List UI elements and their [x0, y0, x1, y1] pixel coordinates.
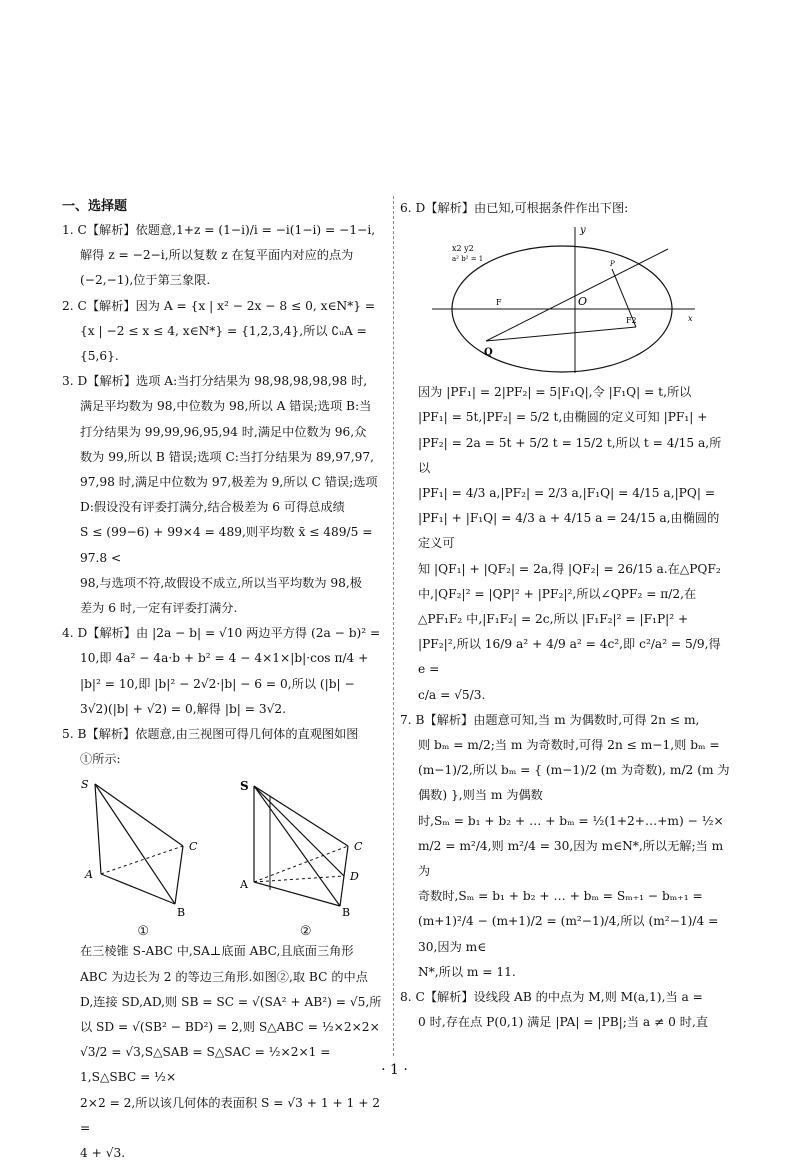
q6-line: 因为 |PF₁| = 2|PF₂| = 5|F₁Q|,令 |F₁Q| = t,所以: [418, 385, 692, 400]
page-number: · 1 ·: [381, 1062, 408, 1078]
focus-f2-label: F2: [626, 316, 637, 326]
q3-line: 数为 99,所以 B 错误;选项 C:当打分结果为 89,97,97,: [80, 449, 375, 464]
question-4: [62, 621, 387, 722]
q6-line: c/a = √5/3.: [418, 687, 486, 702]
q1-line: (−2,−1),位于第三象限.: [80, 273, 211, 288]
figure-1: [73, 778, 213, 918]
q6-line: |PF₂|²,所以 16/9 a² + 4/9 a² = 4c²,即 c²/a² = 5/9,得 e =: [418, 637, 721, 677]
q5-line: 2×2 = 2,所以该几何体的表面积 S = √3 + 1 + 1 + 2 =: [80, 1095, 381, 1135]
fig1-label-c: C: [189, 840, 198, 854]
q7-line: 时,Sₘ = b₁ + b₂ + … + bₘ = ½(1+2+…+m) − ½×: [418, 813, 724, 828]
q6-line: 知 |QF₁| + |QF₂| = 2a,得 |QF₂| = 26/15 a.在△PQF₂: [418, 561, 721, 576]
q5-line: ①所示:: [80, 752, 121, 767]
fig2-label-b: B: [341, 906, 350, 919]
q3-line: 98,与选项不符,故假设不成立,所以当平均数为 98,极: [80, 575, 362, 590]
q3-line: 97,98 时,满足中位数为 97,极差为 9,所以 C 错误;选项: [80, 475, 378, 490]
q6-line: |PF₂| = 2a = 5t + 5/2 t = 15/2 t,所以 t = 4/15 a,所以: [418, 435, 722, 475]
figure-1-caption: ①: [137, 924, 150, 940]
q3-line: 打分结果为 99,99,96,95,94 时,满足中位数为 96,众: [80, 424, 367, 439]
fig2-label-c: C: [353, 840, 363, 854]
ellipse-equation-top: x2 y2: [452, 244, 474, 254]
q6-line: |PF₁| + |F₁Q| = 4/3 a + 4/15 a = 24/15 a,由椭圆的定义可: [418, 511, 720, 551]
q7-line: m/2 = m²/4,则 m²/4 = 30,因为 m∈N*,所以无解;当 m 为: [418, 838, 724, 879]
q6-line: 6. D【解析】由已知,可根据条件作出下图:: [400, 201, 629, 215]
q6-line: 中,|QF₂|² = |QP|² + |PF₂|²,所以∠QPF₂ = π/2,在: [418, 586, 697, 601]
q3-line: 3. D【解析】选项 A:当打分结果为 98,98,98,98,98 时,: [62, 374, 368, 389]
fig1-label-a: A: [85, 868, 94, 882]
question-6-continued: [400, 380, 730, 708]
figures-row: [62, 778, 387, 918]
point-q-label: Q: [484, 347, 493, 359]
q6-line: |PF₁| = 4/3 a,|PF₂| = 2/3 a,|F₁Q| = 4/15 a,|PQ| =: [418, 486, 716, 501]
fig1-label-b: B: [177, 906, 186, 919]
q1-line: 1. C【解析】依题意,1+z = (1−i)/i = −i(1−i) = −1−i,: [62, 223, 376, 237]
question-7: [400, 708, 730, 985]
question-3: [62, 369, 387, 621]
section-title: 一、选择题: [62, 199, 128, 214]
q5-line: 4 + √3.: [80, 1146, 126, 1161]
q3-line: S ≤ (99−6) + 99×4 = 489,则平均数 x̄ ≤ 489/5 = 97.8 <: [80, 525, 373, 565]
q8-line: 0 时,存在点 P(0,1) 满足 |PA| = |PB|;当 a ≠ 0 时,直: [418, 1015, 709, 1030]
fig2-label-s: S: [239, 779, 249, 794]
q7-line: 奇数时,Sₘ = b₁ + b₂ + … + bₘ = Sₘ₊₁ − bₘ₊₁ =: [418, 889, 703, 904]
q5-line: 在三棱锥 S-ABC 中,SA⊥底面 ABC,且底面三角形: [80, 944, 354, 959]
q4-line: |b|² = 10,即 |b|² − 2√2·|b| − 6 = 0,所以 (|b| −: [80, 676, 355, 691]
left-column: [62, 196, 387, 1166]
q4-line: 10,即 4a² − 4a·b + b² = 4 − 4×1×|b|·cos π/4 +: [80, 651, 369, 666]
point-p-label: P: [610, 260, 615, 269]
q3-line: 差为 6 时,一定有评委打满分.: [80, 601, 238, 616]
q7-line: 则 bₘ = m/2;当 m 为奇数时,可得 2n ≤ m−1,则 bₘ =: [418, 738, 720, 753]
q7-line: N*,所以 m = 11.: [418, 964, 516, 979]
q3-line: 满足平均数为 98,中位数为 98,所以 A 错误;选项 B:当: [80, 399, 372, 414]
x-axis-label: x: [688, 314, 693, 324]
origin-label: O: [578, 295, 588, 309]
fig2-label-d: D: [349, 870, 359, 884]
q1-line: 解得 z = −2−i,所以复数 z 在复平面内对应的点为: [80, 248, 354, 263]
ellipse-figure: [400, 221, 700, 376]
question-5: [62, 722, 387, 772]
q4-line: 3√2)(|b| + √2) = 0,解得 |b| = 3√2.: [80, 701, 286, 716]
focus-f1-label: F: [496, 298, 502, 308]
question-2: [62, 294, 387, 370]
q8-line: 8. C【解析】设线段 AB 的中点为 M,则 M(a,1),当 a =: [400, 990, 703, 1005]
q5-line: 以 SD = √(SB² − BD²) = 2,则 S△ABC = ½×2×2×: [80, 1020, 380, 1035]
ellipse-equation-bottom: a² b² = 1: [452, 255, 484, 264]
q6-line: |PF₁| = 5t,|PF₂| = 5/2 t,由椭圆的定义可知 |PF₁| +: [418, 410, 708, 425]
q5-line: D,连接 SD,AD,则 SB = SC = √(SA² + AB²) = √5,所: [80, 994, 382, 1009]
question-5-continued: [62, 939, 387, 1166]
q2-line: 2. C【解析】因为 A = {x | x² − 2x − 8 ≤ 0, x∈N*} =: [62, 298, 376, 313]
q2-line: {x | −2 ≤ x ≤ 4, x∈N*} = {1,2,3,4},所以 ∁ᵤA = {5,6}.: [80, 323, 367, 364]
q5-line: ABC 为边长为 2 的等边三角形.如图②,取 BC 的中点: [80, 969, 368, 984]
question-8: [400, 985, 730, 1035]
q5-line: 5. B【解析】依题意,由三视图可得几何体的直观图如图: [62, 727, 359, 742]
fig1-label-s: S: [81, 778, 89, 792]
q3-line: D:假设没有评委打满分,结合极差为 6 可得总成绩: [80, 500, 345, 515]
question-1: [62, 218, 387, 294]
q4-line: 4. D【解析】由 |2a − b| = √10 两边平方得 (2a − b)² =: [62, 626, 381, 641]
q6-line: △PF₁F₂ 中,|F₁F₂| = 2c,所以 |F₁F₂|² = |F₁P|² +: [418, 612, 689, 627]
q7-line: (m+1)²/4 − (m+1)/2 = (m²−1)/4,所以 (m²−1)/4 = 30,因为 m∈: [418, 914, 719, 954]
q7-line: 7. B【解析】由题意可知,当 m 为偶数时,可得 2n ≤ m,: [400, 712, 700, 727]
y-axis-label: y: [580, 225, 586, 237]
column-divider: [393, 196, 394, 1056]
figure-captions: [62, 924, 387, 939]
question-6: [400, 196, 730, 221]
figure-2-caption: ②: [299, 924, 312, 940]
q5-line: √3/2 = √3,S△SAB = S△SAC = ½×2×1 = 1,S△SBC = ½×: [80, 1045, 331, 1085]
figure-2: [236, 778, 376, 918]
fig2-label-a: A: [239, 878, 248, 892]
q7-line: (m−1)/2,所以 bₘ = { (m−1)/2 (m 为奇数), m/2 (m 为偶数) },则当 m 为偶数: [418, 763, 730, 803]
right-column: [400, 196, 730, 1035]
